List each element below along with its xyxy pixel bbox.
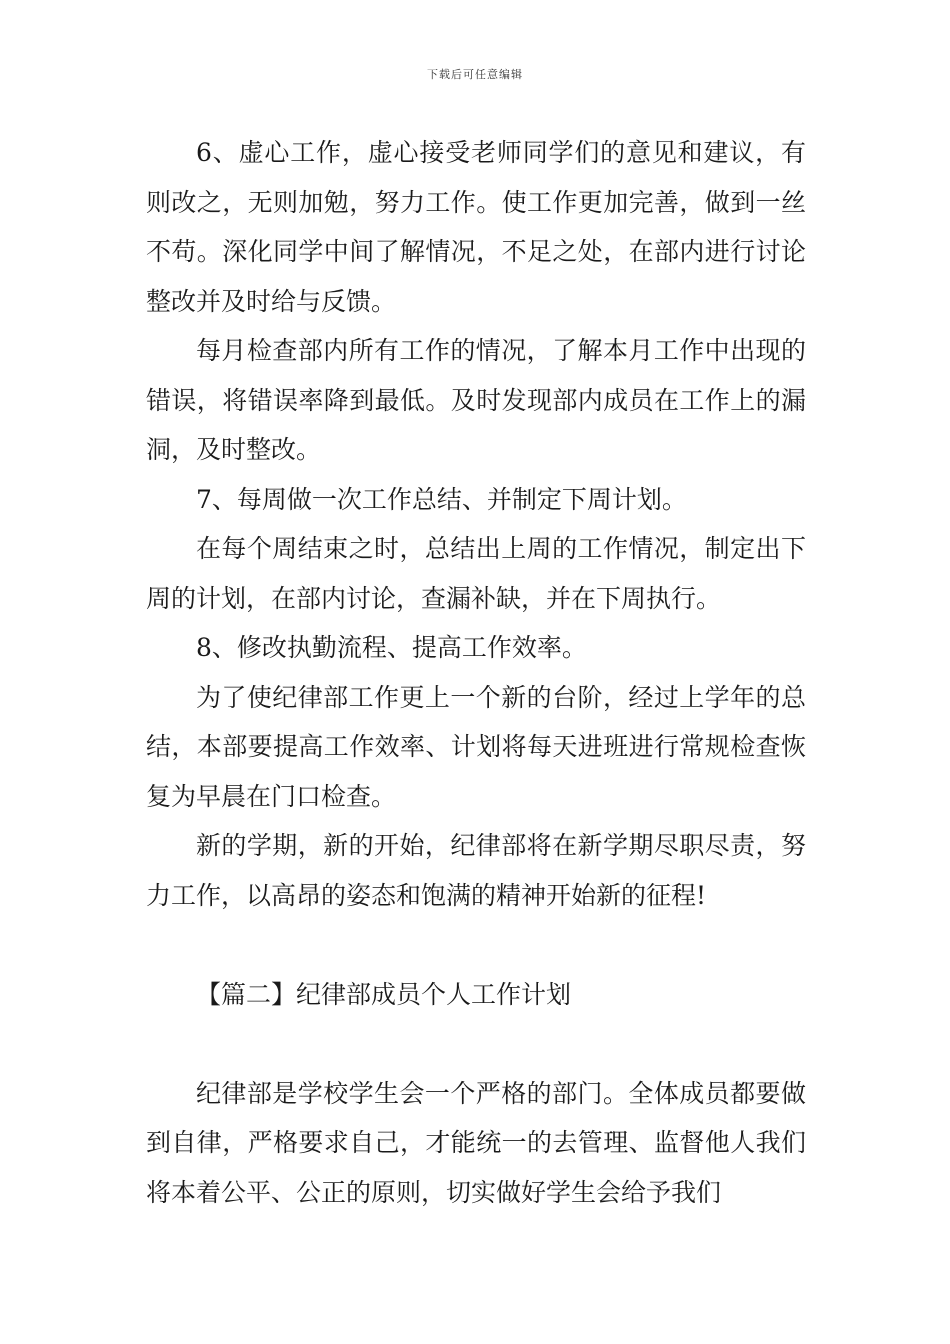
blank-line <box>146 1019 806 1069</box>
section-heading: 【篇二】纪律部成员个人工作计划 <box>196 979 572 1009</box>
paragraph: 在每个周结束之时，总结出上周的工作情况，制定出下周的计划，在部内讨论，查漏补缺，并在下周执行。 <box>146 534 806 613</box>
blank-line <box>146 920 806 970</box>
page-header: 下载后可任意编辑 <box>427 68 523 81</box>
paragraph: 8、修改执勤流程、提高工作效率。 <box>196 633 587 662</box>
paragraph: 纪律部是学校学生会一个严格的部门。全体成员都要做到自律，严格要求自己，才能统一的去管理、监督他人我们将本着公平、公正的原则，切实做好学生会给予我们 <box>146 1078 806 1207</box>
document-body <box>146 128 806 1217</box>
paragraph: 7、每周做一次工作总结、并制定下周计划。 <box>196 484 687 514</box>
paragraph: 新的学期，新的开始，纪律部将在新学期尽职尽责，努力工作，以高昂的姿态和饱满的精神开始新的征程! <box>146 831 806 910</box>
paragraph: 6、虚心工作，虚心接受老师同学们的意见和建议，有则改之，无则加勉，努力工作。使工作更加完善，做到一丝不苟。深化同学中间了解情况，不足之处，在部内进行讨论整改并及时给与反馈。 <box>146 138 806 316</box>
paragraph: 为了使纪律部工作更上一个新的台阶，经过上学年的总结，本部要提高工作效率、计划将每天进班进行常规检查恢复为早晨在门口检查。 <box>146 682 806 811</box>
paragraph: 每月检查部内所有工作的情况，了解本月工作中出现的错误，将错误率降到最低。及时发现部内成员在工作上的漏洞，及时整改。 <box>146 336 806 464</box>
